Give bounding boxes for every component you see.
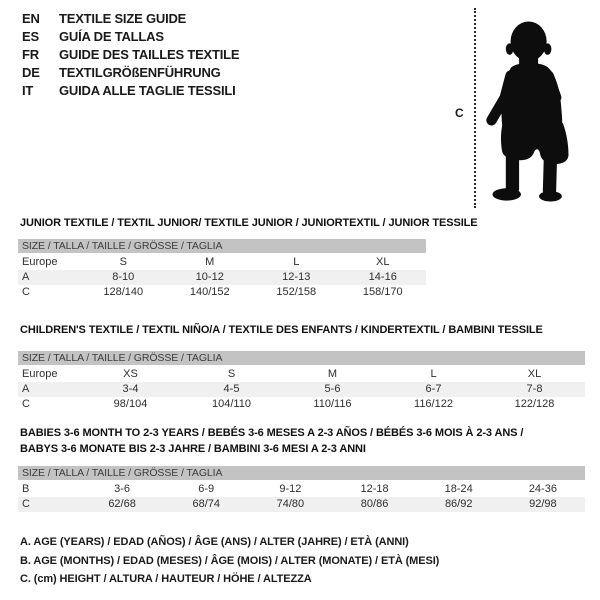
language-row-it (22, 82, 239, 100)
children-section-title: CHILDREN'S TEXTILE / TEXTIL NIÑO/A / TEXTILE DES ENFANTS / KINDERTEXTIL / BAMBINI TESSILE (20, 324, 543, 336)
babies-section-title (20, 425, 523, 457)
size-cell: 4-5 (223, 383, 240, 395)
junior-table (18, 239, 426, 300)
size-cell: 116/122 (414, 398, 453, 410)
size-cell: M (205, 256, 215, 268)
size-cell: 3-4 (122, 383, 139, 395)
language-code: EN (22, 11, 40, 26)
language-code: ES (22, 29, 39, 44)
language-row-en (22, 10, 239, 28)
size-cell: 6-9 (198, 483, 215, 495)
row-label: B (22, 483, 30, 495)
size-cell: S (227, 368, 236, 380)
babies-table (18, 466, 585, 512)
junior-size-table (18, 255, 426, 300)
row-label: Europe (22, 368, 58, 380)
language-row-de (22, 64, 239, 82)
row-label: A (22, 383, 30, 395)
language-row-es (22, 28, 239, 46)
babies-title-line1: BABIES 3-6 MONTH TO 2-3 YEARS / BEBÉS 3-6 MESES A 2-3 AÑOS / BÉBÉS 3-6 MOIS À 2-3 ANS / (20, 427, 524, 439)
size-cell: 104/110 (212, 398, 251, 410)
size-cell: 158/170 (362, 286, 403, 298)
table-row (18, 367, 585, 382)
children-size-table (18, 367, 585, 412)
size-cell: 14-16 (368, 271, 397, 283)
language-list (22, 10, 239, 100)
size-cell: 12-18 (360, 483, 389, 495)
footnote-a: A. AGE (YEARS) / EDAD (AÑOS) / ÂGE (ANS) / ALTER (JAHRE) / ETÀ (ANNI) (20, 536, 409, 548)
junior-section-title: JUNIOR TEXTILE / TEXTIL JUNIOR/ TEXTILE JUNIOR / JUNIORTEXTIL / JUNIOR TESSILE (20, 217, 478, 229)
size-cell: L (293, 256, 300, 268)
baby-silhouette-icon (483, 8, 597, 206)
size-cell: XS (123, 368, 138, 380)
size-cell: 68/74 (192, 498, 220, 510)
row-label: C (22, 286, 30, 298)
table-row (18, 270, 426, 285)
footnote-list (20, 533, 439, 589)
table-row (18, 482, 585, 497)
language-label: TEXTILGRÖßENFÜHRUNG (59, 65, 221, 80)
size-cell: 152/158 (276, 286, 317, 298)
row-label: A (22, 271, 30, 283)
size-cell: 5-6 (324, 383, 341, 395)
row-label: C (22, 398, 30, 410)
size-cell: 8-10 (112, 271, 135, 283)
size-cell: 110/116 (313, 398, 352, 410)
size-cell: XL (527, 368, 542, 380)
footnote-b: B. AGE (MONTHS) / EDAD (MESES) / ÂGE (MOIS) / ALTER (MONATE) / ETÀ (MESI) (20, 554, 440, 567)
language-label: GUÍA DE TALLAS (59, 29, 164, 44)
size-cell: M (327, 368, 338, 380)
size-cell: 98/104 (113, 398, 148, 410)
children-table (18, 351, 585, 412)
language-code: DE (22, 65, 40, 80)
size-cell: 74/80 (276, 498, 305, 510)
babies-size-table (18, 482, 585, 512)
size-cell: 140/152 (189, 286, 230, 298)
size-cell: 9-12 (279, 483, 302, 495)
language-code: IT (22, 83, 34, 98)
size-cell: 86/92 (444, 498, 473, 510)
language-label: GUIDE DES TAILLES TEXTILE (59, 47, 240, 62)
size-header-bar: SIZE / TALLA / TAILLE / GRÖSSE / TAGLIA (18, 466, 585, 480)
size-cell: L (430, 368, 437, 380)
size-cell: 128/140 (103, 286, 144, 298)
size-cell: 80/86 (360, 498, 389, 510)
language-code: FR (22, 47, 39, 62)
table-row (18, 382, 585, 397)
size-cell: 12-13 (282, 271, 311, 283)
row-label: Europe (22, 256, 58, 268)
size-cell: 62/68 (108, 498, 136, 510)
row-label: C (22, 498, 30, 510)
size-cell: S (119, 256, 127, 268)
size-cell: 122/128 (514, 398, 555, 410)
size-cell: 10-12 (195, 271, 224, 283)
size-cell: 3-6 (114, 483, 131, 495)
height-measure-label: C (455, 106, 464, 120)
size-cell: 92/98 (529, 498, 557, 510)
height-measure-dotted-line (474, 8, 476, 208)
footnote-c: C. (cm) HEIGHT / ALTURA / HAUTEUR / HÖHE / ALTEZZA (20, 573, 312, 585)
size-cell: XL (376, 256, 390, 268)
table-row (18, 285, 426, 300)
language-label: TEXTILE SIZE GUIDE (59, 11, 187, 26)
table-row (18, 255, 426, 270)
size-cell: 24-36 (528, 483, 557, 495)
babies-title-line2: BABYS 3-6 MONATE BIS 2-3 JAHRE / BAMBINI 3-6 MESI A 2-3 ANNI (20, 443, 366, 455)
table-row (18, 397, 585, 412)
size-cell: 18-24 (444, 483, 473, 495)
size-cell: 7-8 (526, 383, 543, 395)
size-header-bar: SIZE / TALLA / TAILLE / GRÖSSE / TAGLIA (18, 351, 585, 365)
table-row (18, 497, 585, 512)
language-label: GUIDA ALLE TAGLIE TESSILI (59, 83, 236, 98)
language-row-fr (22, 46, 239, 64)
size-header-bar: SIZE / TALLA / TAILLE / GRÖSSE / TAGLIA (18, 239, 426, 253)
size-cell: 6-7 (425, 383, 442, 395)
